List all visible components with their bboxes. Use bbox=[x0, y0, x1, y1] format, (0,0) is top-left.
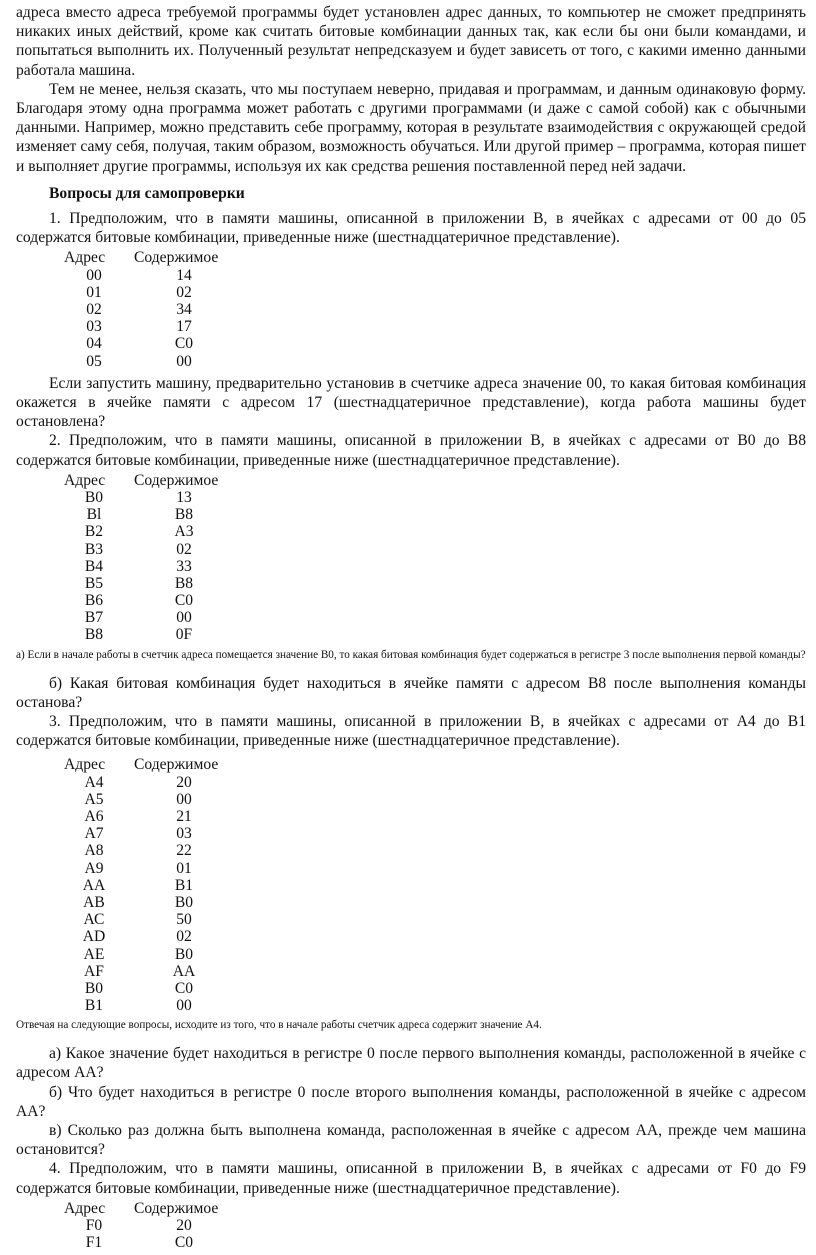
question-3-sub-b: б) Что будет находиться в регистре 0 после второго выполнения команды, расположенной в ячейке с адресом АА? bbox=[16, 1083, 806, 1120]
question-2-text: 2. Предположим, что в памяти машины, описанной в приложении В, в ячейках с адресами от В0 до В8 содержатся битовые комбинации, приведенные ниже (шестнадцатеричное представление). bbox=[16, 432, 806, 469]
table-row bbox=[64, 267, 806, 284]
memory-table-q3 bbox=[64, 756, 806, 1014]
cell-content: A3 bbox=[174, 523, 194, 541]
question-3-text: 3. Предположим, что в памяти машины, описанной в приложении В, в ячейках с адресами от А4 до В1 содержатся битовые комбинации, приведенные ниже (шестнадцатеричное представление). bbox=[16, 713, 806, 750]
question-4-text: 4. Предположим, что в памяти машины, описанной в приложении В, в ячейках с адресами от F0 до F9 содержатся битовые комбинации, приведенные ниже (шестнадцатеричное представление). bbox=[16, 1160, 806, 1197]
cell-content: C0 bbox=[174, 335, 194, 353]
cell-content: АА bbox=[172, 962, 196, 980]
cell-address: В4 bbox=[84, 557, 104, 575]
cell-content: 17 bbox=[176, 318, 192, 336]
cell-address: AD bbox=[82, 928, 106, 946]
cell-content: 50 bbox=[176, 911, 192, 929]
table-row bbox=[64, 609, 806, 626]
section-title: Вопросы для самопроверки bbox=[49, 184, 245, 202]
cell-content: В0 bbox=[174, 945, 194, 963]
table-row bbox=[64, 963, 806, 980]
table-row bbox=[64, 335, 806, 352]
cell-address: А9 bbox=[84, 859, 104, 877]
table-row bbox=[64, 353, 806, 370]
cell-address: А5 bbox=[84, 790, 104, 808]
table-row bbox=[64, 842, 806, 859]
table-row bbox=[64, 1234, 806, 1251]
memory-table-q2 bbox=[64, 472, 806, 644]
cell-content: В1 bbox=[174, 876, 194, 894]
cell-content: 0F bbox=[175, 626, 193, 644]
table-header-row bbox=[64, 756, 806, 773]
table-row bbox=[64, 997, 806, 1014]
table-row bbox=[64, 626, 806, 643]
document-page bbox=[16, 3, 806, 1255]
table-row bbox=[64, 301, 806, 318]
table-row bbox=[64, 894, 806, 911]
header-address: Адрес bbox=[64, 1199, 106, 1217]
cell-address: 04 bbox=[86, 335, 102, 353]
cell-address: AF bbox=[84, 962, 104, 980]
memory-table-q1 bbox=[64, 249, 806, 369]
table-row bbox=[64, 877, 806, 894]
cell-address: А7 bbox=[84, 825, 104, 843]
cell-content: В0 bbox=[174, 893, 194, 911]
cell-content: 00 bbox=[176, 790, 192, 808]
table-row bbox=[64, 318, 806, 335]
cell-address: Bl bbox=[86, 506, 102, 524]
cell-content: 01 bbox=[176, 859, 192, 877]
intro-paragraph-2: Тем не менее, нельзя сказать, что мы поступаем неверно, придавая и программам, и данным одинаковую форму. Благодаря этому одна программа может работать с другими программами (и даже с самой собой) как с обычными данными. Например, можно представить себе программу, которая в результате взаимодействия с окружающей средой изменяет саму себя, получая, таким образом, возможность обучаться. Или другой пример – программа, которая пишет и выполняет другие программы, используя их как средства решения поставленной перед ней задачи. bbox=[16, 80, 806, 175]
cell-address: F1 bbox=[85, 1234, 103, 1252]
table-header-row bbox=[64, 1200, 806, 1217]
cell-address: АЕ bbox=[83, 945, 105, 963]
table-row bbox=[64, 558, 806, 575]
cell-content: 20 bbox=[176, 773, 192, 791]
header-address: Адрес bbox=[64, 249, 106, 267]
cell-content: C0 bbox=[174, 1234, 194, 1252]
header-address: Адрес bbox=[64, 471, 106, 489]
cell-address: 05 bbox=[86, 352, 102, 370]
cell-address: В8 bbox=[84, 626, 104, 644]
cell-content: 00 bbox=[176, 997, 192, 1015]
table-row bbox=[64, 911, 806, 928]
cell-address: 02 bbox=[86, 301, 102, 318]
question-1-text: 1. Предположим, что в памяти машины, описанной в приложении В, в ячейках с адресами от 00 до 05 содержатся битовые комбинации, приведенные ниже (шестнадцатеричное представление). bbox=[16, 210, 806, 247]
header-content: Содержимое bbox=[134, 756, 219, 774]
cell-content: 14 bbox=[176, 266, 192, 284]
cell-content: 21 bbox=[176, 808, 192, 826]
cell-address: АВ bbox=[83, 893, 105, 911]
cell-content: 02 bbox=[176, 283, 192, 301]
table-row bbox=[64, 928, 806, 945]
cell-address: В0 bbox=[84, 488, 104, 506]
cell-content: 20 bbox=[176, 1217, 192, 1235]
cell-address: А6 bbox=[84, 808, 104, 826]
table-row bbox=[64, 791, 806, 808]
cell-address: В3 bbox=[84, 540, 104, 558]
header-content: Содержимое bbox=[134, 471, 219, 489]
question-3-sub-a: а) Какое значение будет находиться в регистре 0 после первого выполнения команды, расположенной в ячейке с адресом АА? bbox=[16, 1045, 806, 1082]
header-content: Содержимое bbox=[134, 1199, 219, 1217]
header-content: Содержимое bbox=[134, 249, 219, 267]
table-row bbox=[64, 489, 806, 506]
table-row bbox=[64, 575, 806, 592]
cell-address: В7 bbox=[84, 609, 104, 627]
table-row bbox=[64, 808, 806, 825]
cell-content: C0 bbox=[174, 979, 194, 997]
cell-address: А8 bbox=[84, 842, 104, 860]
cell-content: 00 bbox=[176, 609, 192, 627]
cell-address: АА bbox=[82, 876, 106, 894]
cell-address: F0 bbox=[85, 1217, 103, 1235]
question-3-note: Отвечая на следующие вопросы, исходите из того, что в начале работы счетчик адреса содержит значение А4. bbox=[16, 1019, 542, 1032]
cell-address: В2 bbox=[84, 523, 104, 541]
table-row bbox=[64, 592, 806, 609]
table-row bbox=[64, 774, 806, 791]
table-row bbox=[64, 825, 806, 842]
cell-content: 34 bbox=[176, 301, 192, 318]
table-header-row bbox=[64, 472, 806, 489]
cell-content: 02 bbox=[176, 928, 192, 946]
table-row bbox=[64, 860, 806, 877]
question-1-followup: Если запустить машину, предварительно установив в счетчике адреса значение 00, то какая битовая комбинация окажется в ячейке памяти с адресом 17 (шестнадцатеричное представление), когда работа машины будет остановлена? bbox=[16, 374, 806, 431]
cell-address: 03 bbox=[86, 318, 102, 336]
memory-table-q4 bbox=[64, 1200, 806, 1252]
cell-address: 01 bbox=[86, 283, 102, 301]
cell-address: 00 bbox=[86, 266, 102, 284]
table-row bbox=[64, 284, 806, 301]
cell-address: В6 bbox=[84, 592, 104, 610]
cell-content: 00 bbox=[176, 352, 192, 370]
table-row bbox=[64, 506, 806, 523]
cell-content: 13 bbox=[176, 488, 192, 506]
table-row bbox=[64, 541, 806, 558]
cell-content: C0 bbox=[174, 592, 194, 610]
cell-address: В1 bbox=[84, 997, 104, 1015]
table-row bbox=[64, 523, 806, 540]
table-header-row bbox=[64, 249, 806, 266]
cell-content: В8 bbox=[174, 506, 194, 524]
cell-content: B8 bbox=[174, 574, 194, 592]
cell-content: 33 bbox=[176, 557, 192, 575]
question-2-sub-a: а) Если в начале работы в счетчик адреса помещается значение В0, то какая битовая комбинация будет содержаться в регистре 3 после выполнения первой команды? bbox=[16, 648, 806, 661]
cell-content: 22 bbox=[176, 842, 192, 860]
table-row bbox=[64, 946, 806, 963]
cell-address: В0 bbox=[84, 979, 104, 997]
cell-address: АС bbox=[83, 911, 105, 929]
intro-paragraph-1: адреса вместо адреса требуемой программы будет установлен адрес данных, то компьютер не сможет предпринять никаких иных действий, кроме как считать битовые комбинации данных так, как если бы они были командами, и попытаться выполнить их. Полученный результат непредсказуем и будет зависеть от того, с какими именно данными работала машина. bbox=[16, 4, 806, 79]
cell-content: 03 bbox=[176, 825, 192, 843]
table-row bbox=[64, 980, 806, 997]
header-address: Адрес bbox=[64, 756, 106, 774]
cell-content: 02 bbox=[176, 540, 192, 558]
cell-address: В5 bbox=[84, 574, 104, 592]
table-row bbox=[64, 1217, 806, 1234]
question-3-sub-c: в) Сколько раз должна быть выполнена команда, расположенная в ячейке с адресом АА, прежде чем машина остановится? bbox=[16, 1122, 806, 1159]
question-2-sub-b: б) Какая битовая комбинация будет находиться в ячейке памяти с адресом В8 после выполнения команды останова? bbox=[16, 674, 806, 711]
cell-address: А4 bbox=[84, 773, 104, 791]
